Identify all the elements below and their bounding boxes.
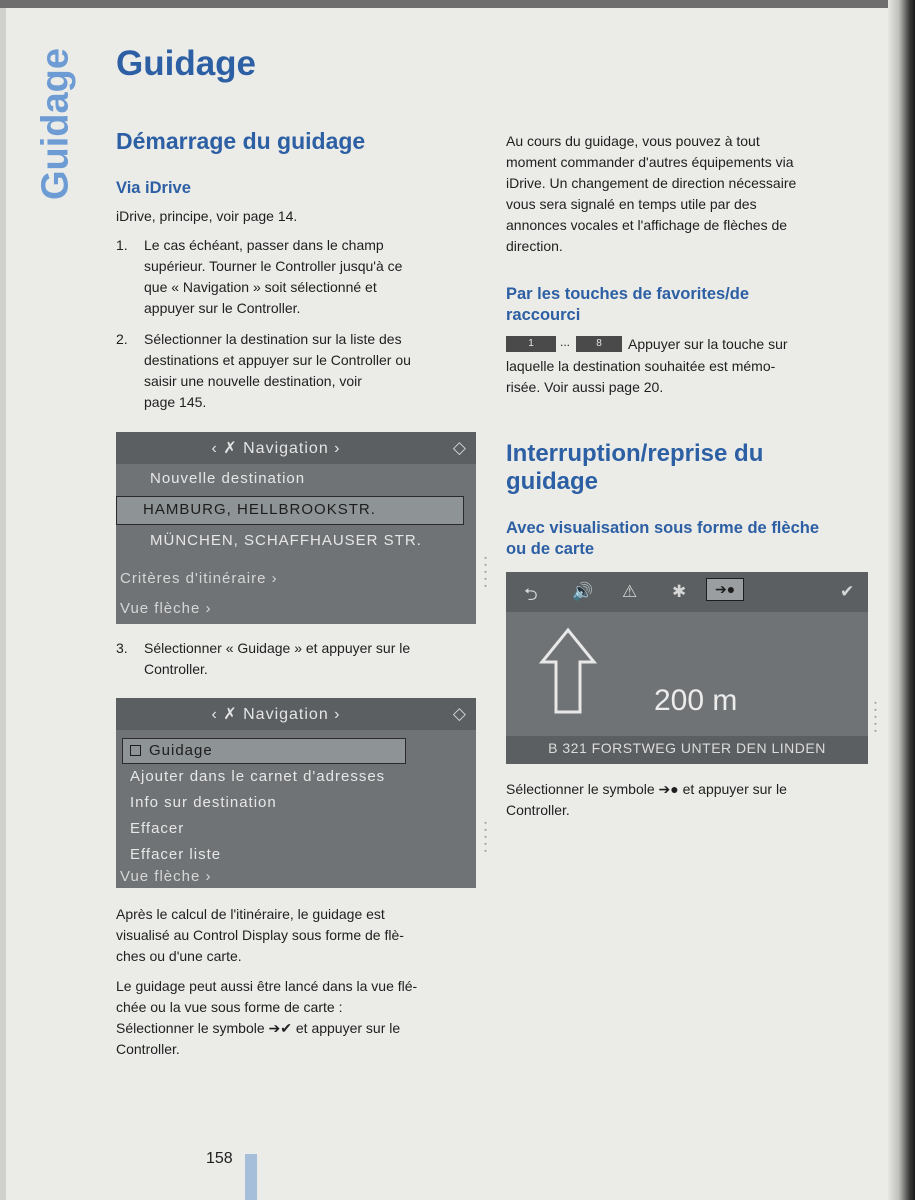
- page-title: Guidage: [116, 44, 257, 83]
- favorites-text: [506, 356, 775, 398]
- text-line: laquelle la destination souhaitée est mémo-: [506, 358, 776, 374]
- text-line: Sélectionner le symbole ➔✔ et appuyer sur le: [116, 1020, 401, 1036]
- direction-arrow-icon: [538, 626, 598, 716]
- warning-icon[interactable]: ⚠: [622, 582, 638, 601]
- text-line: Le guidage peut aussi être lancé dans la vue flé-: [116, 978, 418, 994]
- screen-icon-bar: [506, 572, 868, 612]
- guidance-icon: [130, 745, 141, 756]
- navigation-screen-1: [116, 432, 476, 624]
- speaker-icon[interactable]: 🔊: [572, 582, 594, 601]
- menu-item-delete[interactable]: Effacer: [130, 820, 185, 837]
- screen-title: ‹ ✗ Navigation ›: [211, 706, 341, 723]
- page-number: 158: [206, 1150, 233, 1167]
- step-line: que « Navigation » soit sélectionné et: [144, 279, 377, 295]
- text-line: Controller.: [116, 1041, 180, 1057]
- subsection-heading: Via iDrive: [116, 179, 191, 197]
- step-line: Le cas échéant, passer dans le champ: [144, 237, 384, 253]
- distance-value: 200 m: [654, 684, 738, 717]
- text-line: iDrive. Un changement de direction nécessaire: [506, 175, 797, 191]
- page-right-edge: [888, 0, 915, 1200]
- street-name: B 321 FORSTWEG UNTER DEN LINDEN: [548, 740, 826, 756]
- heading-line: Interruption/reprise du: [506, 440, 764, 467]
- arrow-dot-icon[interactable]: ➔●: [706, 578, 744, 601]
- step-line: supérieur. Tourner le Controller jusqu'à ce: [144, 258, 403, 274]
- step-line: Controller.: [144, 661, 208, 677]
- text-line: risée. Voir aussi page 20.: [506, 379, 664, 395]
- heading-line: guidage: [506, 468, 599, 495]
- menu-item-delete-list[interactable]: Effacer liste: [130, 846, 222, 863]
- step-number: 1.: [116, 237, 128, 253]
- text-line: Au cours du guidage, vous pouvez à tout: [506, 133, 760, 149]
- text-line: ches ou d'une carte.: [116, 948, 242, 964]
- menu-arrow-view[interactable]: Vue flèche ›: [120, 600, 212, 617]
- step-number: 3.: [116, 640, 128, 656]
- text-line: direction.: [506, 238, 563, 254]
- menu-item-add-address[interactable]: Ajouter dans le carnet d'adresses: [130, 768, 386, 785]
- step-3: [116, 638, 486, 683]
- step-line: Sélectionner la destination sur la liste des: [144, 331, 402, 347]
- step-line: appuyer sur le Controller.: [144, 300, 301, 316]
- side-tab-label: Guidage: [34, 47, 77, 201]
- traffic-icon[interactable]: ✱: [672, 582, 687, 601]
- favorites-heading: [506, 284, 749, 326]
- navigation-screen-2: [116, 698, 476, 888]
- arrow-view-heading: [506, 518, 819, 560]
- text-line: Après le calcul de l'itinéraire, le guidage est: [116, 906, 385, 922]
- text-line: Sélectionner le symbole ➔● et appuyer sur le: [506, 781, 787, 797]
- heading-line: ou de carte: [506, 540, 595, 558]
- controller-icon: ◇: [452, 438, 466, 457]
- figure-code: ▪▪▪▪▪: [482, 820, 489, 855]
- favorite-key-8-icon: 8: [576, 336, 622, 352]
- step-line: page 145.: [144, 394, 207, 410]
- text-line: chée ou la vue sous forme de carte :: [116, 999, 343, 1015]
- page-left-edge: [0, 8, 6, 1200]
- interrupt-heading: [506, 440, 763, 496]
- step-line: Sélectionner « Guidage » et appuyer sur le: [144, 640, 411, 656]
- text-line: annonces vocales et l'affichage de flèches de: [506, 217, 788, 233]
- step-line: saisir une nouvelle destination, voir: [144, 373, 362, 389]
- check-icon[interactable]: ✔: [840, 582, 855, 601]
- menu-item-guidage[interactable]: Guidage: [122, 738, 406, 764]
- text-line: moment commander d'autres équipements via: [506, 154, 794, 170]
- back-icon[interactable]: ⮌: [524, 585, 538, 604]
- menu-route-criteria[interactable]: Critères d'itinéraire ›: [120, 570, 278, 587]
- figure-code: ▪▪▪▪▪: [482, 555, 489, 590]
- paragraph-2: [116, 976, 417, 1060]
- paragraph-1: [116, 904, 404, 967]
- heading-line: Par les touches de favorites/de: [506, 285, 750, 303]
- menu-item-destination-info[interactable]: Info sur destination: [130, 794, 277, 811]
- screen-title: ‹ ✗ Navigation ›: [211, 440, 341, 457]
- menu-arrow-view[interactable]: Vue flèche ›: [120, 868, 212, 885]
- menu-item-selected[interactable]: HAMBURG, HELLBROOKSTR.: [116, 496, 464, 525]
- text-line: Controller.: [506, 802, 570, 818]
- intro-text: iDrive, principe, voir page 14.: [116, 208, 298, 224]
- figure-code: ▪▪▪▪▪: [872, 700, 879, 735]
- section-heading: Démarrage du guidage: [116, 128, 366, 154]
- heading-line: raccourci: [506, 306, 581, 324]
- menu-item-new-destination[interactable]: Nouvelle destination: [150, 470, 306, 487]
- side-tab: [34, 44, 77, 204]
- step-line: destinations et appuyer sur le Controller ou: [144, 352, 411, 368]
- right-final-text: [506, 779, 787, 821]
- text-line: vous sera signalé en temps utile par des: [506, 196, 757, 212]
- right-paragraph-1: [506, 131, 796, 257]
- favorites-text-line: Appuyer sur la touche sur: [628, 336, 788, 352]
- page-top-edge: [0, 0, 915, 8]
- arrow-view-screen: [506, 572, 868, 764]
- menu-item-destination[interactable]: MÜNCHEN, SCHAFFHAUSER STR.: [150, 532, 422, 549]
- favorite-key-1-icon: 1: [506, 336, 556, 352]
- ellipsis: ...: [560, 335, 571, 349]
- heading-line: Avec visualisation sous forme de flèche: [506, 519, 820, 537]
- step-2: [116, 329, 486, 419]
- page-number-bar: [245, 1154, 257, 1200]
- text-line: visualisé au Control Display sous forme de flè-: [116, 927, 404, 943]
- step-number: 2.: [116, 331, 128, 347]
- controller-icon: ◇: [452, 704, 466, 723]
- step-1: [116, 235, 486, 325]
